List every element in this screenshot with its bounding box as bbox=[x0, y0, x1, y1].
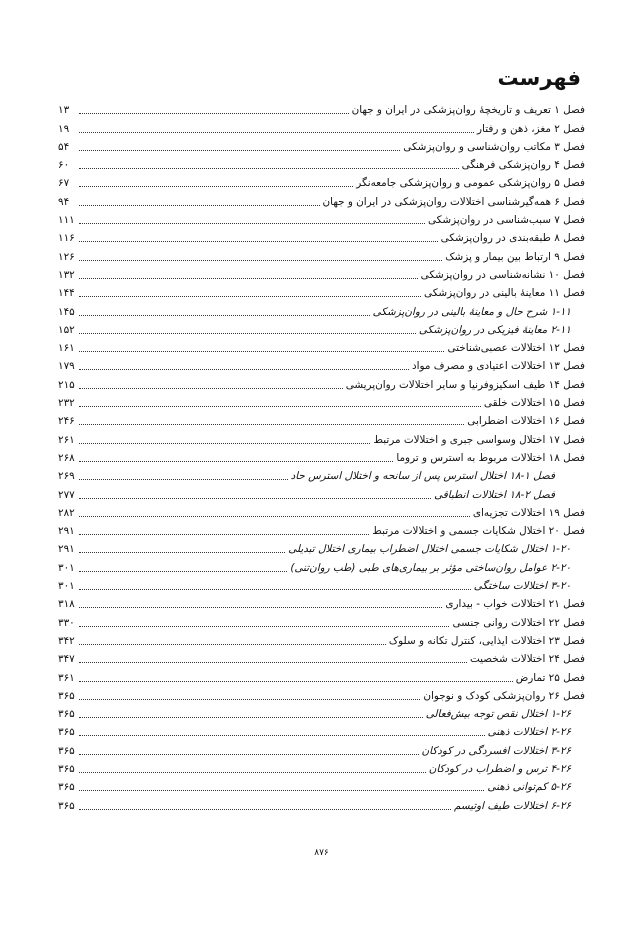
dot-leader bbox=[79, 754, 419, 755]
dot-leader bbox=[79, 113, 349, 114]
toc-entry bbox=[58, 319, 585, 337]
dot-leader bbox=[79, 644, 386, 645]
toc-entry-page: ۳۶۵ bbox=[58, 781, 75, 794]
toc-entry-label: فصل ۸ طبقه‌بندی در روان‌پزشکی bbox=[440, 232, 585, 245]
dot-leader bbox=[79, 132, 474, 133]
toc-entry bbox=[58, 117, 585, 135]
toc-entry-label: فصل ۶ همه‌گیرشناسی اختلالات روان‌پزشکی در ایران و جهان bbox=[322, 195, 585, 208]
toc-entry bbox=[58, 392, 585, 410]
toc-entry-page: ۱۳ bbox=[58, 104, 70, 117]
toc-entry-page: ۶۷ bbox=[58, 177, 70, 190]
toc-entry-label: فصل ۱۲ اختلالات عصبی‌شناختی bbox=[447, 342, 585, 355]
dot-leader bbox=[79, 369, 409, 370]
dot-leader bbox=[79, 168, 459, 169]
toc-entry-page: ۳۴۲ bbox=[58, 634, 75, 647]
toc-entry-page: ۲۶۹ bbox=[58, 470, 75, 483]
dot-leader bbox=[79, 443, 370, 444]
toc-entry-label: ۶-۲۶ اختلالات طیف اوتیسم bbox=[453, 799, 571, 812]
toc-entry-page: ۳۶۵ bbox=[58, 744, 75, 757]
toc-entry-label: ۱-۱۱ شرح حال و معاینهٔ بالینی در روان‌پزشکی bbox=[372, 305, 571, 318]
toc-entry-label: فصل ۱-۱۸ اختلال استرس پس از سانحه و اختلال استرس حاد bbox=[290, 470, 555, 483]
toc-entry bbox=[58, 264, 585, 282]
dot-leader bbox=[79, 406, 481, 407]
toc-entry bbox=[58, 556, 585, 574]
toc-entry-page: ۳۳۰ bbox=[58, 616, 75, 629]
toc-entry bbox=[58, 337, 585, 355]
toc-entry-page: ۳۶۵ bbox=[58, 689, 75, 702]
toc-entry-label: ۳-۲۰ اختلالات ساختگی bbox=[473, 580, 571, 593]
toc-entry bbox=[58, 666, 585, 684]
toc-entry bbox=[58, 593, 585, 611]
dot-leader bbox=[79, 626, 449, 627]
toc-entry bbox=[58, 794, 585, 812]
dot-leader bbox=[79, 479, 288, 480]
toc-entry-page: ۱۵۲ bbox=[58, 323, 75, 336]
toc-entry-label: فصل ۱۸ اختلالات مربوط به استرس و تروما bbox=[396, 451, 585, 464]
toc-entry bbox=[58, 648, 585, 666]
toc-entry-page: ۹۴ bbox=[58, 195, 70, 208]
toc-entry-page: ۲۶۸ bbox=[58, 451, 75, 464]
dot-leader bbox=[79, 534, 369, 535]
dot-leader bbox=[79, 351, 444, 352]
toc-entry-page: ۳۶۵ bbox=[58, 726, 75, 739]
toc-entry-label: فصل ۱۱ معاینهٔ بالینی در روان‌پزشکی bbox=[424, 287, 585, 300]
dot-leader bbox=[79, 772, 426, 773]
dot-leader bbox=[79, 260, 442, 261]
page-number: ۸۷۶ bbox=[314, 848, 329, 858]
toc-entry-page: ۱۱۱ bbox=[58, 214, 75, 227]
toc-entry-label: فصل ۴ روان‌پزشکی فرهنگی bbox=[461, 159, 585, 172]
dot-leader bbox=[79, 699, 420, 700]
toc-entry-label: فصل ۲۵ تمارض bbox=[515, 671, 585, 684]
toc-entry bbox=[58, 136, 585, 154]
dot-leader bbox=[79, 424, 464, 425]
toc-entry-page: ۳۰۱ bbox=[58, 561, 75, 574]
toc-entry-label: فصل ۲۲ اختلالات روانی جنسی bbox=[452, 616, 585, 629]
toc-entry bbox=[58, 227, 585, 245]
toc-entry bbox=[58, 758, 585, 776]
toc-entry-label: ۱-۲۰ اختلال شکایات جسمی اختلال اضطراب بیماری اختلال تبدیلی bbox=[288, 543, 571, 556]
toc-entry bbox=[58, 520, 585, 538]
dot-leader bbox=[79, 461, 393, 462]
dot-leader bbox=[79, 388, 343, 389]
toc-entry-label: فصل ۱۶ اختلالات اضطرابی bbox=[467, 415, 585, 428]
toc-entry-page: ۱۲۶ bbox=[58, 250, 75, 263]
toc-entry-label: فصل ۳ مکاتب روان‌شناسی و روان‌پزشکی bbox=[403, 140, 585, 153]
dot-leader bbox=[79, 552, 285, 553]
toc-entry-page: ۲۸۲ bbox=[58, 506, 75, 519]
toc-entry bbox=[58, 410, 585, 428]
toc-entry-page: ۱۹ bbox=[58, 122, 70, 135]
toc-entry bbox=[58, 776, 585, 794]
toc-entry-page: ۵۴ bbox=[58, 140, 70, 153]
toc-entry-label: فصل ۱۹ اختلالات تجزیه‌ای bbox=[472, 506, 585, 519]
toc-entry-label: فصل ۱۵ اختلالات خلقی bbox=[483, 397, 585, 410]
toc-entry-label: فصل ۱۳ اختلالات اعتیادی و مصرف مواد bbox=[411, 360, 585, 373]
toc-entry bbox=[58, 630, 585, 648]
dot-leader bbox=[79, 735, 485, 736]
toc-entry-page: ۲۴۶ bbox=[58, 415, 75, 428]
toc-entry-page: ۱۶۱ bbox=[58, 342, 75, 355]
toc-entry-label: فصل ۲۴ اختلالات شخصیت bbox=[469, 653, 585, 666]
page-title: فهرست bbox=[497, 66, 581, 90]
toc-entry-label: ۲-۲۶ اختلالات ذهنی bbox=[487, 726, 571, 739]
toc-entry bbox=[58, 685, 585, 703]
toc-entry-page: ۳۴۷ bbox=[58, 653, 75, 666]
dot-leader bbox=[79, 809, 451, 810]
toc-entry bbox=[58, 538, 585, 556]
dot-leader bbox=[79, 186, 353, 187]
toc-entry bbox=[58, 282, 585, 300]
toc-entry-page: ۳۱۸ bbox=[58, 598, 75, 611]
dot-leader bbox=[79, 205, 320, 206]
toc-entry-page: ۲۳۲ bbox=[58, 397, 75, 410]
toc-entry-label: فصل ۲۶ روان‌پزشکی کودک و نوجوان bbox=[423, 689, 585, 702]
toc-entry-page: ۲۶۱ bbox=[58, 433, 75, 446]
dot-leader bbox=[79, 607, 442, 608]
toc-entry-label: فصل ۱۰ نشانه‌شناسی در روان‌پزشکی bbox=[420, 268, 585, 281]
dot-leader bbox=[79, 498, 431, 499]
toc-entry-page: ۳۰۱ bbox=[58, 580, 75, 593]
dot-leader bbox=[79, 241, 438, 242]
toc-entry bbox=[58, 575, 585, 593]
toc-entry bbox=[58, 190, 585, 208]
toc-entry-label: فصل ۱۷ اختلال وسواسی جبری و اختلالات مرتبط bbox=[373, 433, 585, 446]
toc-entry-page: ۲۱۵ bbox=[58, 378, 75, 391]
toc-list bbox=[58, 99, 585, 813]
toc-entry-label: ۲-۱۱ معاینهٔ فیزیکی در روان‌پزشکی bbox=[418, 323, 571, 336]
toc-entry-page: ۲۷۷ bbox=[58, 488, 75, 501]
dot-leader bbox=[79, 516, 470, 517]
toc-entry bbox=[58, 611, 585, 629]
dot-leader bbox=[79, 790, 484, 791]
dot-leader bbox=[79, 333, 416, 334]
toc-entry-page: ۶۰ bbox=[58, 159, 70, 172]
toc-entry-label: فصل ۷ سبب‌شناسی در روان‌پزشکی bbox=[427, 214, 585, 227]
toc-entry bbox=[58, 209, 585, 227]
toc-entry-page: ۱۴۵ bbox=[58, 305, 75, 318]
toc-entry bbox=[58, 245, 585, 263]
toc-entry-label: فصل ۲۰ اختلال شکایات جسمی و اختلالات مرتبط bbox=[372, 525, 585, 538]
toc-entry bbox=[58, 739, 585, 757]
dot-leader bbox=[79, 223, 425, 224]
toc-entry bbox=[58, 99, 585, 117]
toc-entry-label: فصل ۱۴ طیف اسکیزوفرنیا و سایر اختلالات روان‌پریشی bbox=[345, 378, 585, 391]
toc-entry-page: ۱۴۴ bbox=[58, 287, 75, 300]
toc-entry-label: فصل ۲-۱۸ اختلالات انطباقی bbox=[434, 488, 555, 501]
toc-entry bbox=[58, 300, 585, 318]
toc-entry-label: ۵-۲۶ کم‌توانی ذهنی bbox=[487, 781, 571, 794]
toc-entry bbox=[58, 154, 585, 172]
toc-entry-label: ۴-۲۶ ترس و اضطراب در کودکان bbox=[428, 762, 571, 775]
toc-entry-label: فصل ۱ تعریف و تاریخچهٔ روان‌پزشکی در ایران و جهان bbox=[351, 104, 585, 117]
toc-entry bbox=[58, 355, 585, 373]
dot-leader bbox=[79, 589, 471, 590]
toc-entry-page: ۳۶۵ bbox=[58, 708, 75, 721]
dot-leader bbox=[79, 150, 400, 151]
toc-entry bbox=[58, 483, 585, 501]
toc-entry-label: ۲-۲۰ عوامل روان‌ساختی مؤثر بر بیماری‌های طبی (طب روان‌تنی) bbox=[290, 561, 571, 574]
toc-entry-label: ۱-۲۶ اختلال نقص توجه بیش‌فعالی bbox=[425, 708, 571, 721]
toc-entry-label: فصل ۲ مغز، ذهن و رفتار bbox=[477, 122, 585, 135]
toc-entry-label: ۳-۲۶ اختلالات افسردگی در کودکان bbox=[421, 744, 571, 757]
toc-entry bbox=[58, 465, 585, 483]
toc-entry-page: ۳۶۵ bbox=[58, 762, 75, 775]
toc-entry bbox=[58, 373, 585, 391]
toc-entry bbox=[58, 447, 585, 465]
toc-entry-page: ۱۷۹ bbox=[58, 360, 75, 373]
toc-entry-page: ۳۶۱ bbox=[58, 671, 75, 684]
toc-entry-page: ۱۱۶ bbox=[58, 232, 75, 245]
dot-leader bbox=[79, 296, 421, 297]
toc-entry bbox=[58, 428, 585, 446]
toc-entry-page: ۱۳۲ bbox=[58, 268, 75, 281]
dot-leader bbox=[79, 571, 287, 572]
toc-entry-label: فصل ۲۱ اختلالات خواب - بیداری bbox=[445, 598, 585, 611]
toc-entry-label: فصل ۲۳ اختلالات ایذایی، کنترل تکانه و سلوک bbox=[388, 634, 585, 647]
dot-leader bbox=[79, 315, 370, 316]
toc-entry-page: ۲۹۱ bbox=[58, 525, 75, 538]
toc-entry-page: ۳۶۵ bbox=[58, 799, 75, 812]
toc-entry bbox=[58, 721, 585, 739]
dot-leader bbox=[79, 681, 513, 682]
toc-entry-label: فصل ۵ روان‌پزشکی عمومی و روان‌پزشکی جامعه‌نگر bbox=[356, 177, 585, 190]
toc-entry bbox=[58, 703, 585, 721]
toc-entry bbox=[58, 502, 585, 520]
dot-leader bbox=[79, 662, 467, 663]
toc-entry bbox=[58, 172, 585, 190]
dot-leader bbox=[79, 717, 423, 718]
toc-entry-page: ۲۹۱ bbox=[58, 543, 75, 556]
toc-entry-label: فصل ۹ ارتباط بین بیمار و پزشک bbox=[445, 250, 585, 263]
dot-leader bbox=[79, 278, 418, 279]
